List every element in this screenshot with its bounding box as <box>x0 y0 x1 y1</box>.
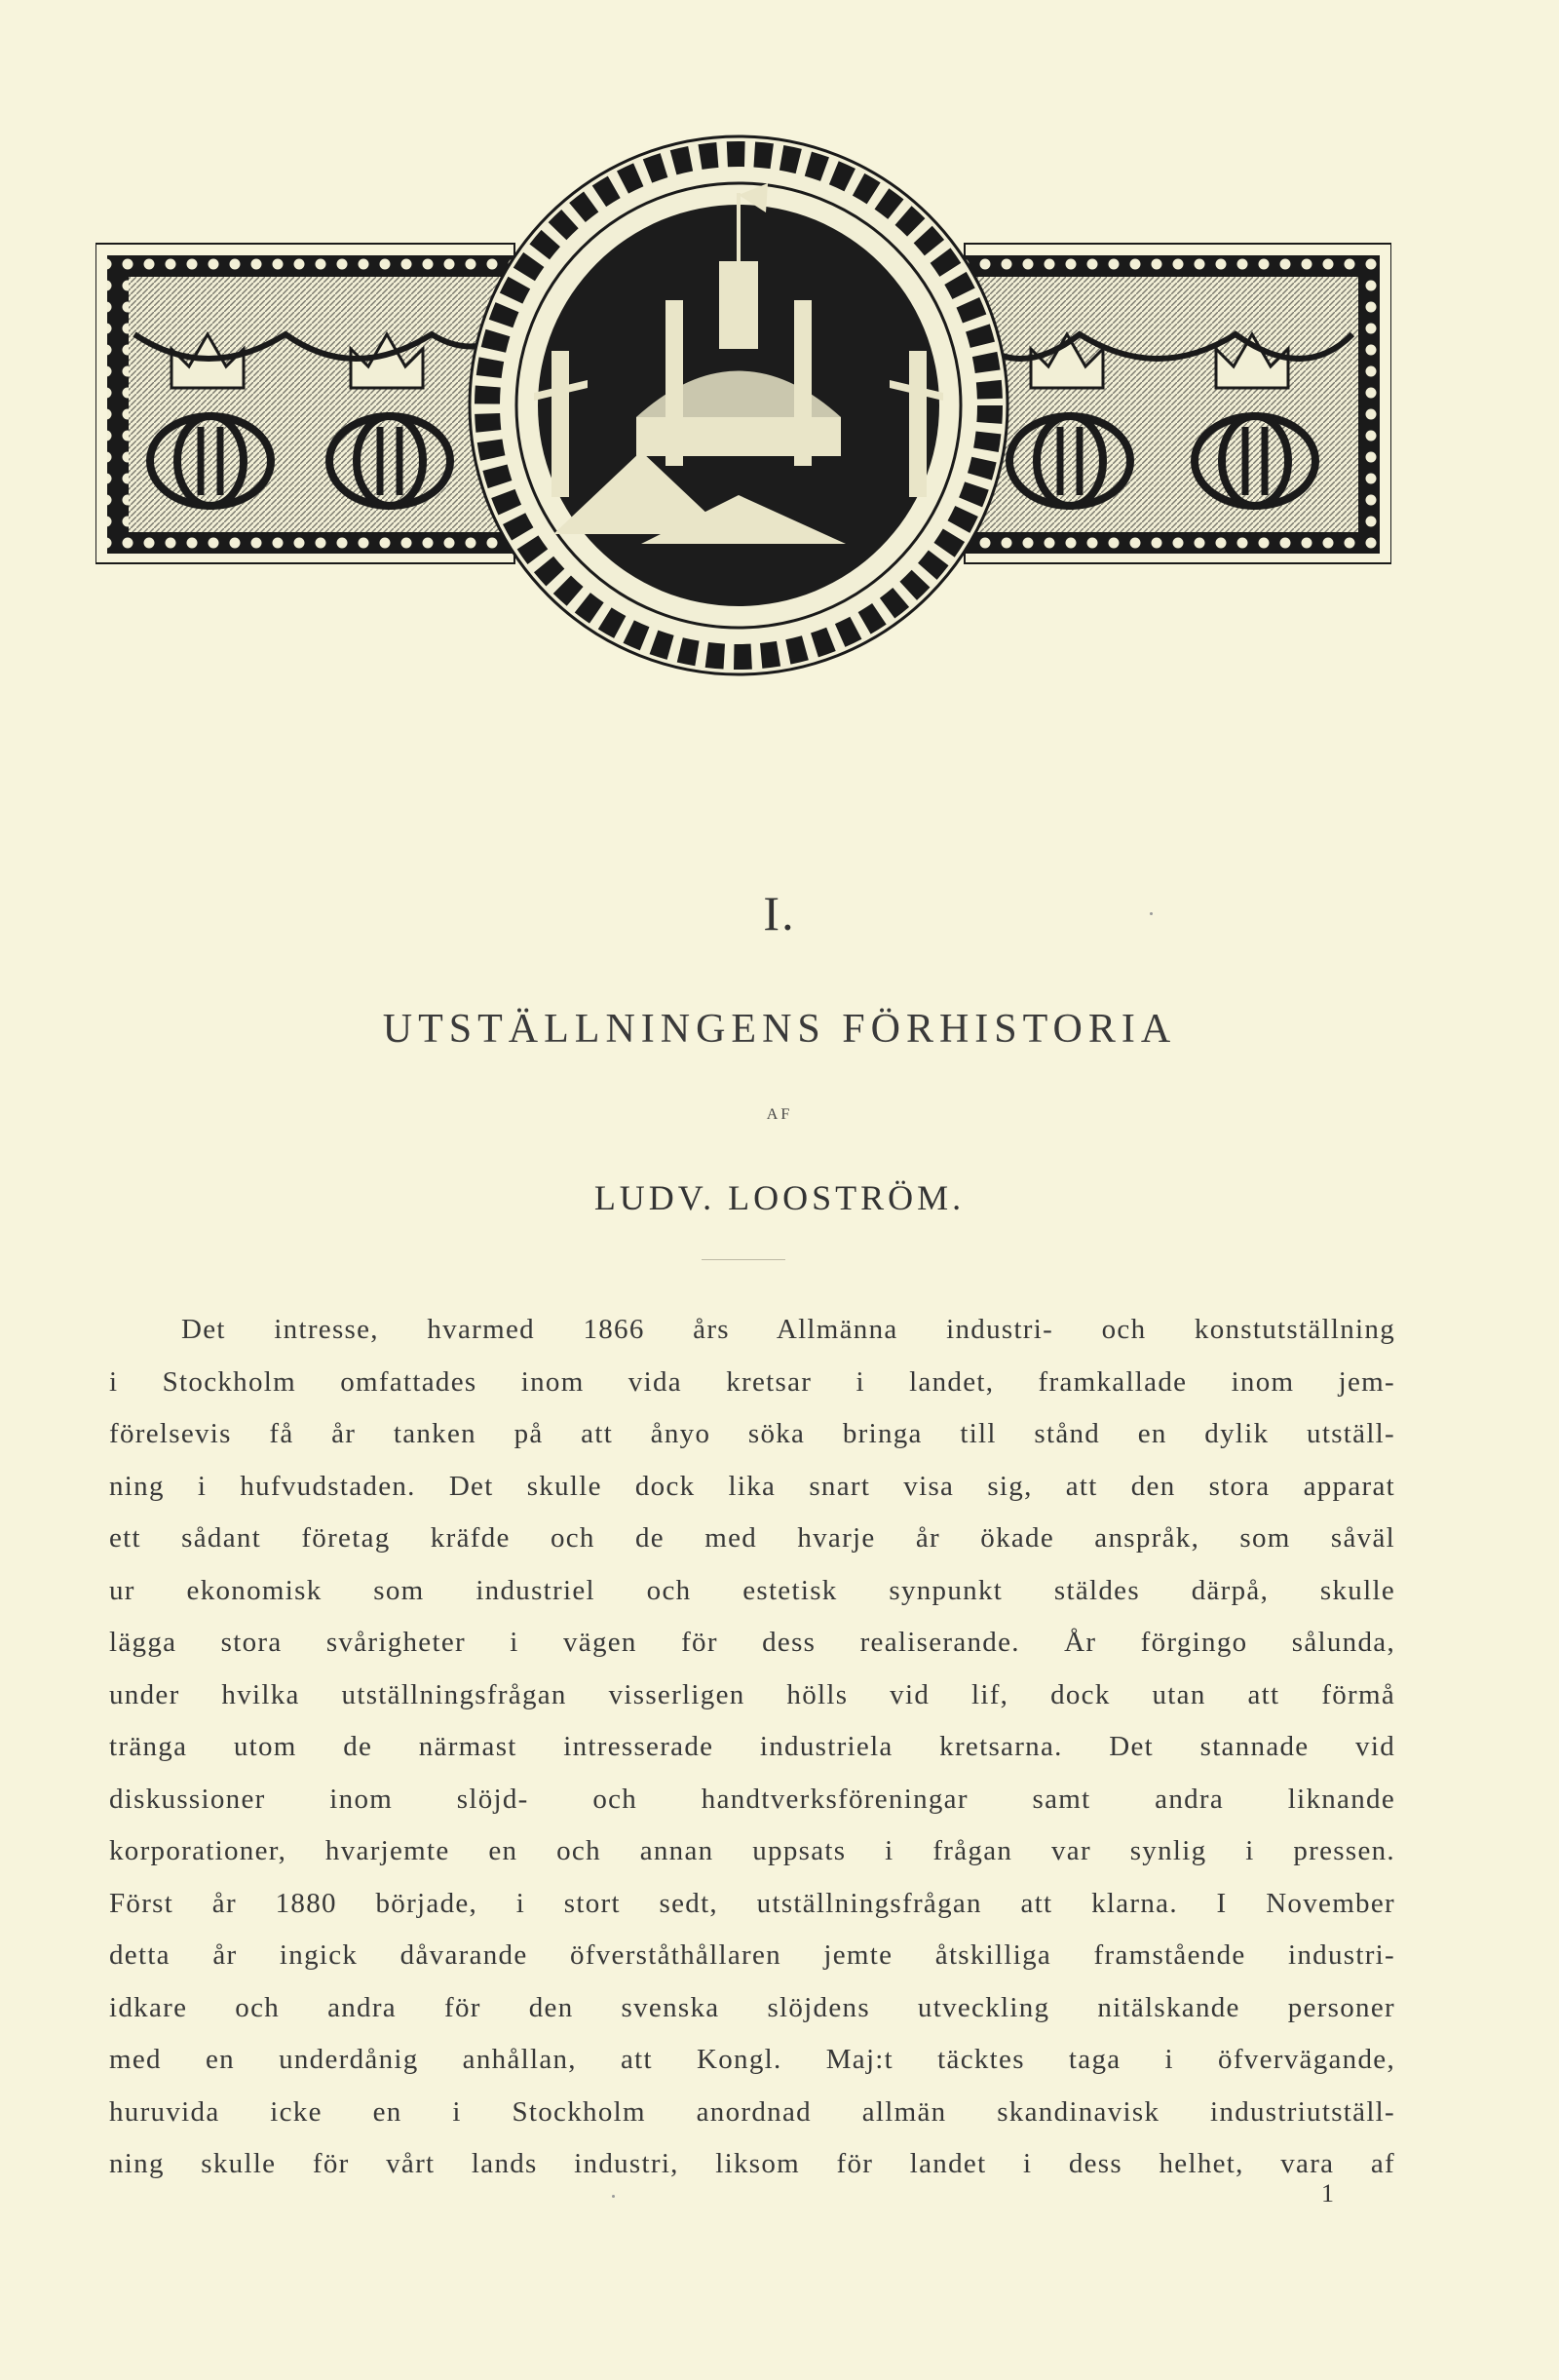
body-line: diskussioner inom slöjd- och handtverksföreningar samt andra liknande <box>109 1783 1395 1815</box>
body-line: ett sådant företag kräfde och de med hvarje år ökade anspråk, som såväl <box>109 1522 1395 1554</box>
body-line: huruvida icke en i Stockholm anordnad allmän skandinavisk industriutställ- <box>109 2095 1395 2128</box>
title-divider <box>702 1259 785 1260</box>
body-line: idkare och andra för den svenska slöjdens utveckling nitälskande personer <box>109 1991 1395 2023</box>
body-line: Det intresse, hvarmed 1866 års Allmänna industri- och konstutställning <box>181 1314 1395 1345</box>
author-name: LUDV. LOOSTRÖM. <box>593 1178 966 1217</box>
right-band <box>965 244 1391 563</box>
body-paragraph <box>109 1304 1395 2191</box>
page-number: 1 <box>1321 2179 1334 2207</box>
body-line: ning skulle för vårt lands industri, liksom för landet i dess helhet, vara af <box>109 2148 1395 2179</box>
chapter-title: UTSTÄLLNINGENS FÖRHISTORIA <box>382 1007 1177 1052</box>
body-line: under hvilka utställningsfrågan visserligen hölls vid lif, dock utan att förmå <box>109 1678 1395 1710</box>
body-line: korporationer, hvarjemte en och annan uppsats i frågan var synlig i pressen. <box>109 1835 1395 1866</box>
body-line: i Stockholm omfattades inom vida kretsar i landet, framkallade inom jem- <box>109 1365 1395 1398</box>
paper-speck <box>612 2195 615 2198</box>
central-medallion <box>470 136 1008 674</box>
body-line: ning i hufvudstaden. Det skulle dock lika snart visa sig, att den stora apparat <box>109 1470 1395 1502</box>
body-line: förelsevis få år tanken på att ånyo söka bringa till stånd en dylik utställ- <box>109 1418 1395 1449</box>
header-ornament <box>95 125 1391 680</box>
paper-speck <box>1150 912 1153 915</box>
body-line: Först år 1880 började, i stort sedt, utställningsfrågan att klarna. I November <box>109 1887 1395 1919</box>
body-line: ur ekonomisk som industriel och estetisk synpunkt stäldes därpå, skulle <box>109 1574 1395 1606</box>
ornament-illustration <box>95 125 1391 680</box>
body-line: med en underdånig anhållan, att Kongl. Maj:t täcktes taga i öfvervägande, <box>109 2044 1395 2075</box>
body-line: lägga stora svårigheter i vägen för dess realiserande. År förgingo sålunda, <box>109 1627 1395 1658</box>
body-line: detta år ingick dåvarande öfverståthållaren jemte åtskilliga framstående industri- <box>109 1939 1395 1971</box>
author-prefix: AF <box>766 1106 793 1123</box>
left-band <box>95 244 514 563</box>
chapter-number: I. <box>763 886 796 940</box>
body-line: tränga utom de närmast intresserade industriela kretsarna. Det stannade vid <box>109 1731 1395 1762</box>
